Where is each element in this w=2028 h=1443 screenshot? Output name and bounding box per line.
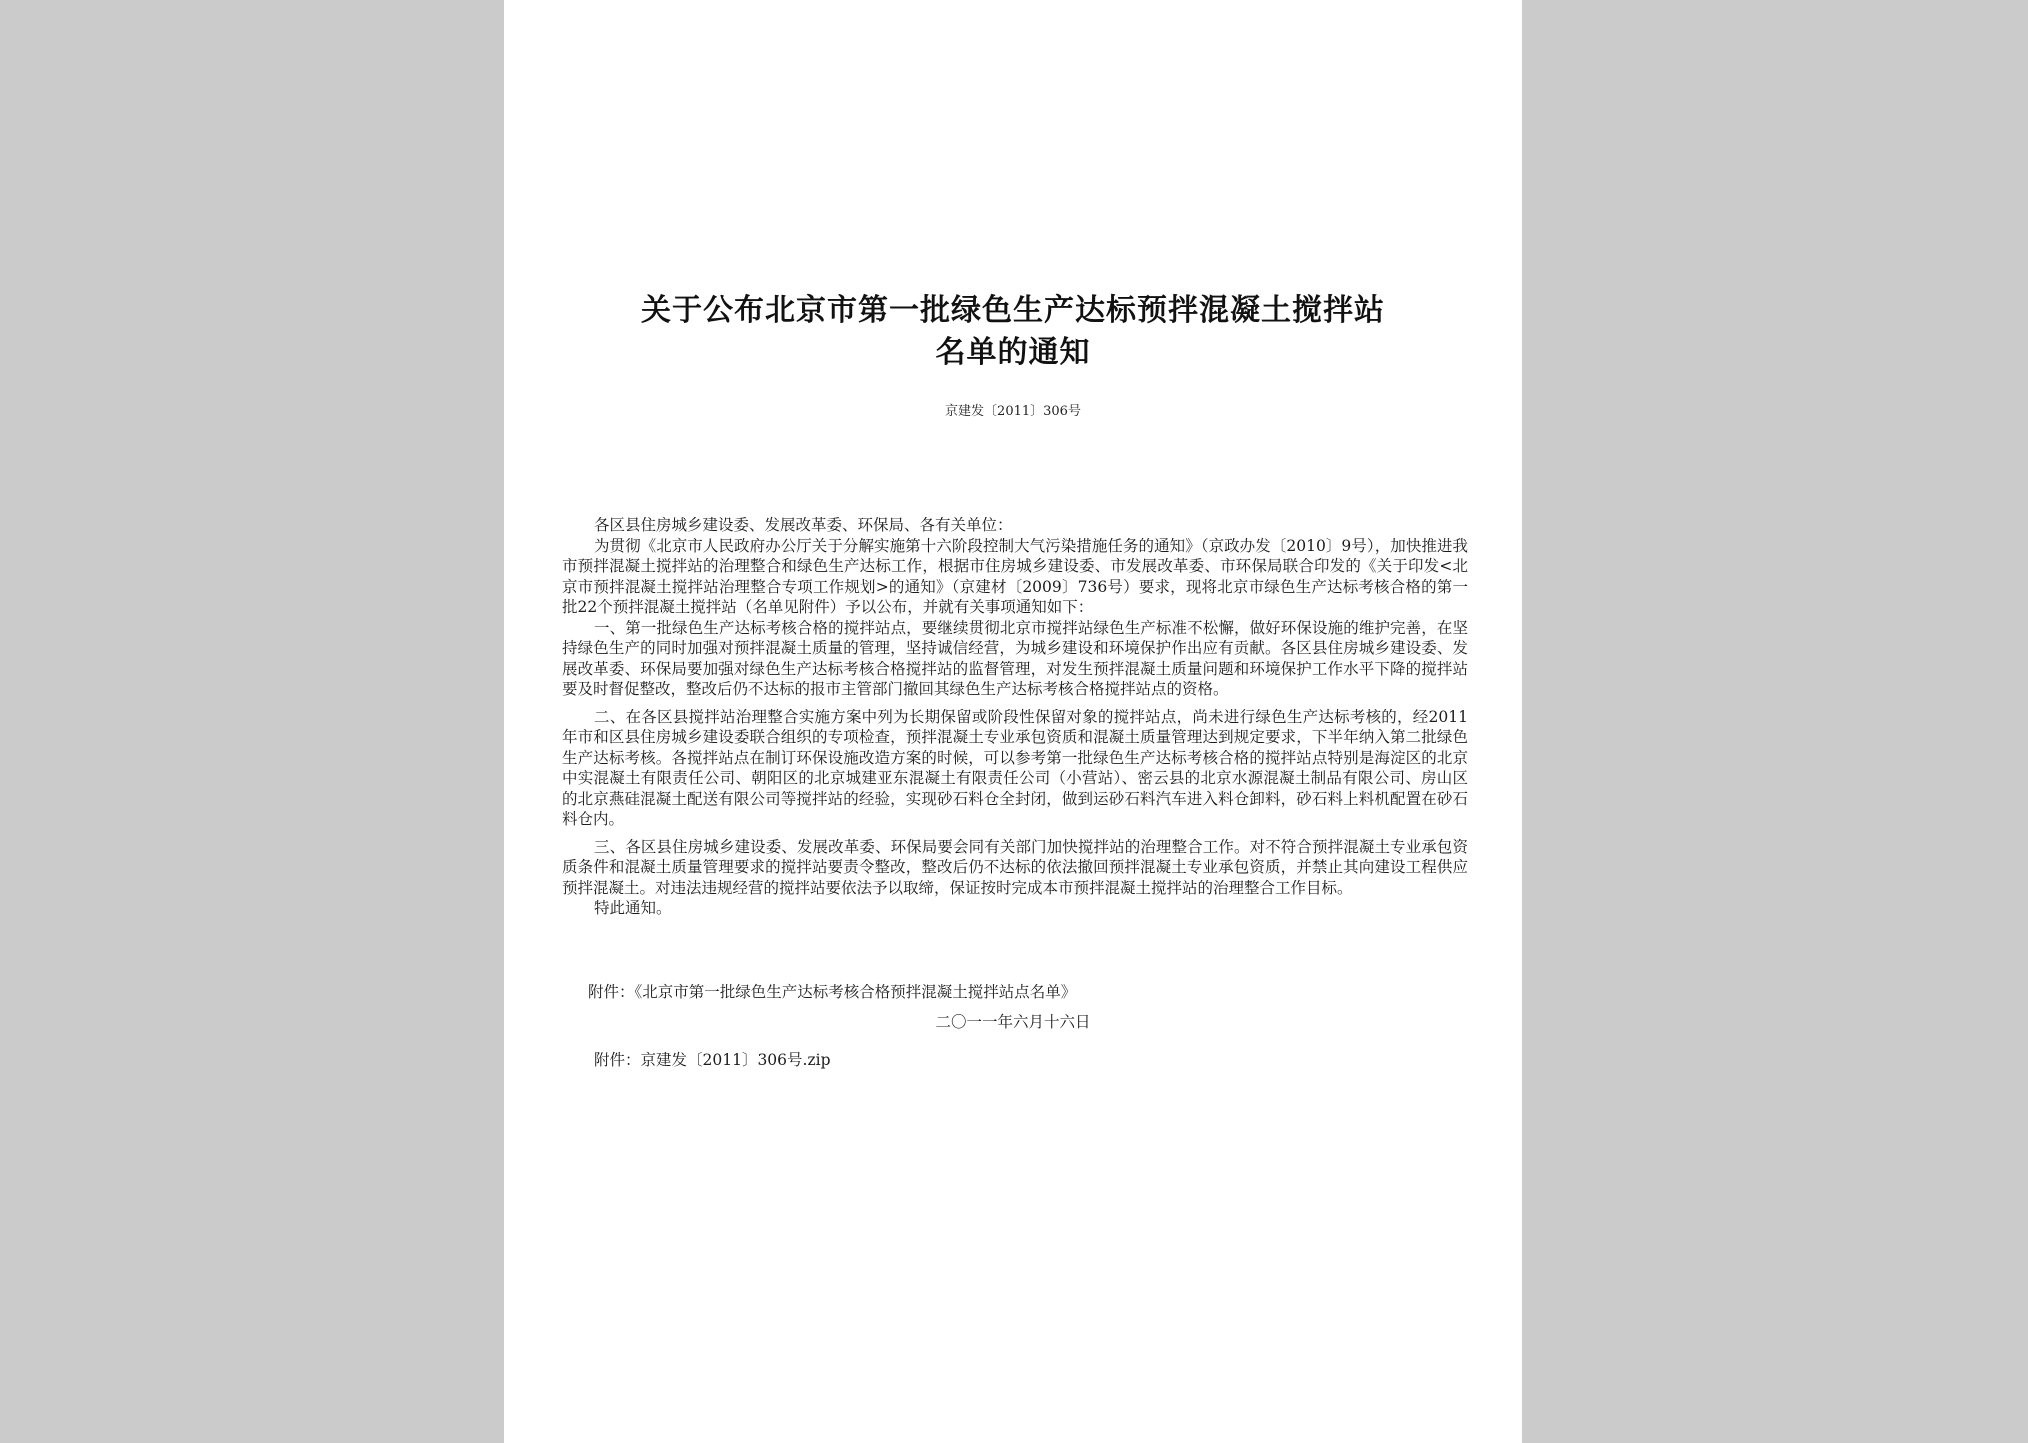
item-2-paragraph: 二、在各区县搅拌站治理整合实施方案中列为长期保留或阶段性保留对象的搅拌站点，尚未进行绿色生产达标考核的，经2011年市和区县住房城乡建设委联合组织的专项检查，预拌混凝土专业承包资质和混凝土质量管理达到规定要求，下半年纳入第二批绿色生产达标考核。各搅拌站点在制订环保设施改造方案的时候，可以参考第一批绿色生产达标考核合格的搅拌站点特别是海淀区的北京中实混凝土有限责任公司、朝阳区的北京城建亚东混凝土有限责任公司（小营站）、密云县的北京水源混凝土制品有限公司、房山区的北京燕硅混凝土配送有限公司等搅拌站的经验，实现砂石料仓全封闭，做到运砂石料汽车进入料仓卸料，砂石料上料机配置在砂石料仓内。 xyxy=(562,707,1468,828)
salutation: 各区县住房城乡建设委、发展改革委、环保局、各有关单位： xyxy=(594,516,1013,534)
item-1-paragraph: 一、第一批绿色生产达标考核合格的搅拌站点，要继续贯彻北京市搅拌站绿色生产标准不松懈，做好环保设施的维护完善，在坚持绿色生产的同时加强对预拌混凝土质量的管理，坚持诚信经营，为城乡建设和环境保护作出应有贡献。各区县住房城乡建设委、发展改革委、环保局要加强对绿色生产达标考核合格搅拌站的监督管理，对发生预拌混凝土质量问题和环境保护工作水平下降的搅拌站要及时督促整改，整改后仍不达标的报市主管部门撤回其绿色生产达标考核合格搅拌站点的资格。 xyxy=(562,618,1468,698)
closing-text: 特此通知。 xyxy=(594,899,672,917)
title-line-1: 关于公布北京市第一批绿色生产达标预拌混凝土搅拌站 xyxy=(641,293,1385,328)
document-title xyxy=(504,290,1522,374)
item-3-paragraph: 三、各区县住房城乡建设委、发展改革委、环保局要会同有关部门加快搅拌站的治理整合工作。对不符合预拌混凝土专业承包资质条件和混凝土质量管理要求的搅拌站要责令整改，整改后仍不达标的依法撤回预拌混凝土专业承包资质，并禁止其向建设工程供应预拌混凝土。对违法违规经营的搅拌站要依法予以取缔，保证按时完成本市预拌混凝土搅拌站的治理整合工作目标。 xyxy=(562,837,1468,897)
document-number: 京建发〔2011〕306号 xyxy=(945,404,1081,419)
intro-paragraph: 为贯彻《北京市人民政府办公厅关于分解实施第十六阶段控制大气污染措施任务的通知》（京政办发〔2010〕9号），加快推进我市预拌混凝土搅拌站的治理整合和绿色生产达标工作，根据市住房城乡建设委、市发展改革委、市环保局联合印发的《关于印发<北京市预拌混凝土搅拌站治理整合专项工作规划>的通知》（京建材〔2009〕736号）要求，现将北京市绿色生产达标考核合格的第一批22个预拌混凝土搅拌站（名单见附件）予以公布，并就有关事项通知如下： xyxy=(562,536,1468,616)
title-line-2: 名单的通知 xyxy=(935,335,1091,370)
attachment-file-link[interactable]: 附件：京建发〔2011〕306号.zip xyxy=(594,1051,831,1069)
document-page xyxy=(504,0,1522,1443)
attachment-reference: 附件：《北京市第一批绿色生产达标考核合格预拌混凝土搅拌站点名单》 xyxy=(588,983,1077,1001)
document-body xyxy=(562,515,1468,919)
issue-date: 二〇一一年六月十六日 xyxy=(935,1013,1091,1031)
